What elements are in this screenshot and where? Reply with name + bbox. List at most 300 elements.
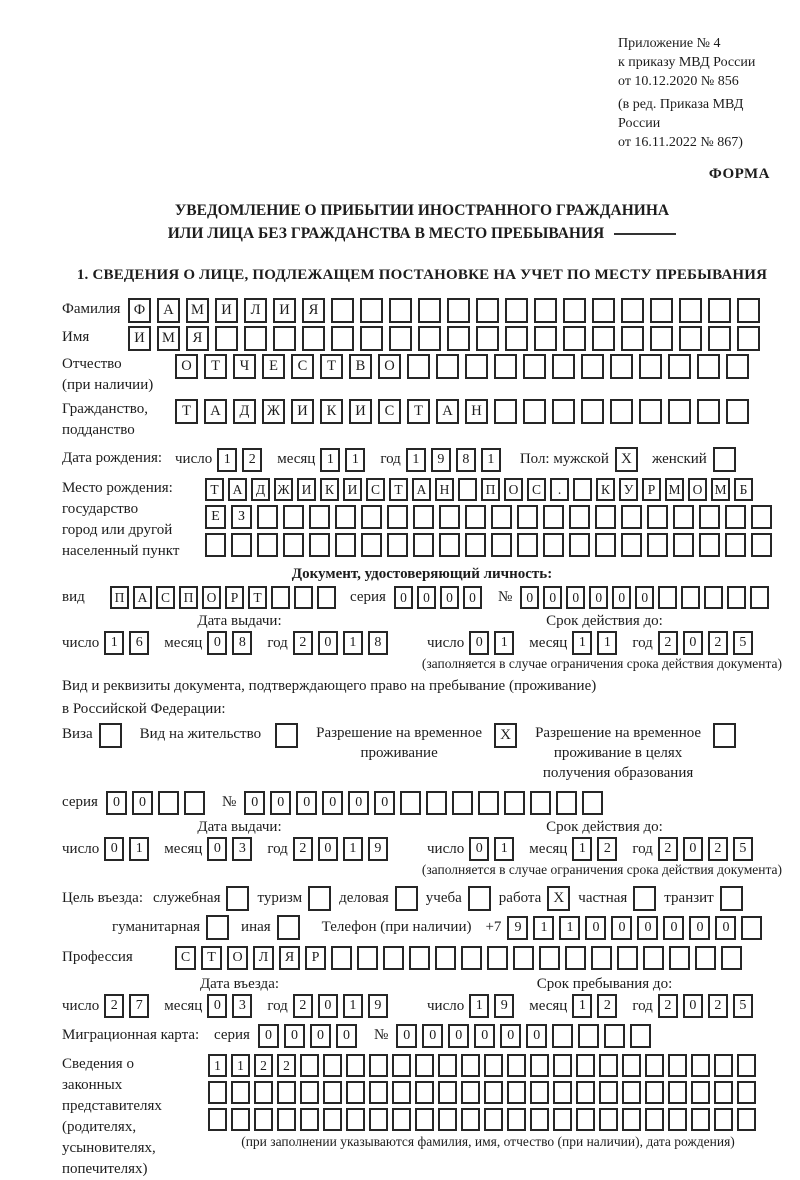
char-cell xyxy=(461,1081,480,1104)
char-cell xyxy=(302,326,325,351)
char-cell xyxy=(461,1054,480,1077)
char-cell: 1 xyxy=(406,448,426,472)
char-cell: 2 xyxy=(597,994,617,1018)
char-cell xyxy=(530,791,551,815)
checkbox-residence-permit xyxy=(275,723,298,748)
surname-label: Фамилия xyxy=(62,301,121,317)
char-cell: 0 xyxy=(422,1024,443,1048)
char-cell: 0 xyxy=(589,586,608,609)
char-cell xyxy=(323,1081,342,1104)
entry-day xyxy=(104,994,154,1018)
char-cell xyxy=(737,1054,756,1077)
char-cell: С xyxy=(156,586,175,609)
checkbox-temp-permit: X xyxy=(494,723,517,748)
char-cell xyxy=(530,1108,549,1131)
citizenship-label xyxy=(62,399,175,441)
surname-row xyxy=(62,298,782,323)
char-cell xyxy=(331,298,354,323)
char-cell: 2 xyxy=(708,631,728,655)
title-line1: УВЕДОМЛЕНИЕ О ПРИБЫТИИ ИНОСТРАННОГО ГРАЖДАНИНА xyxy=(174,202,670,219)
text-line: Разрешение на временное xyxy=(316,725,483,741)
char-cell xyxy=(465,354,488,379)
entry-date-group: число 2 7 месяц 0 3 год 2 0 1 9 xyxy=(62,994,417,1018)
residence-line2: в Российской Федерации: xyxy=(62,701,226,717)
char-cell xyxy=(565,946,586,970)
char-cell xyxy=(639,399,662,424)
char-cell xyxy=(591,946,612,970)
char-cell: Я xyxy=(279,946,300,970)
char-cell xyxy=(458,478,477,501)
char-cell xyxy=(283,505,304,529)
char-cell xyxy=(360,326,383,351)
char-cell xyxy=(369,1108,388,1131)
option-visa: Виза xyxy=(62,723,122,748)
birth-place-row3 xyxy=(205,533,777,557)
char-cell: Я xyxy=(302,298,325,323)
char-cell xyxy=(158,791,179,815)
char-cell: 1 xyxy=(345,448,365,472)
char-cell: М xyxy=(186,298,209,323)
char-cell xyxy=(582,791,603,815)
char-cell: 0 xyxy=(104,837,124,861)
char-cell xyxy=(563,298,586,323)
char-cell: 0 xyxy=(284,1024,305,1048)
char-cell xyxy=(505,326,528,351)
char-cell: О xyxy=(175,354,198,379)
char-cell xyxy=(465,533,486,557)
char-cell xyxy=(530,1054,549,1077)
birth-place-rows xyxy=(205,478,777,561)
char-cell xyxy=(426,791,447,815)
char-cell xyxy=(643,946,664,970)
char-cell: 0 xyxy=(637,916,658,940)
identity-dates-row xyxy=(62,631,782,655)
res-issue-month xyxy=(207,837,257,861)
char-cell: 0 xyxy=(526,1024,547,1048)
char-cell: 1 xyxy=(129,837,149,861)
char-cell xyxy=(543,505,564,529)
char-cell: 0 xyxy=(585,916,606,940)
char-cell: И xyxy=(215,298,238,323)
char-cell xyxy=(484,1108,503,1131)
char-cell xyxy=(484,1054,503,1077)
char-cell xyxy=(439,505,460,529)
char-cell xyxy=(447,326,470,351)
char-cell xyxy=(639,354,662,379)
char-cell: М xyxy=(711,478,730,501)
char-cell xyxy=(592,298,615,323)
char-cell xyxy=(569,533,590,557)
identity-date-headings xyxy=(62,613,782,630)
form-title xyxy=(62,199,782,245)
char-cell: 1 xyxy=(343,837,363,861)
char-cell: 0 xyxy=(715,916,736,940)
char-cell xyxy=(369,1081,388,1104)
checkbox-transit xyxy=(720,886,743,911)
char-cell xyxy=(695,946,716,970)
char-cell xyxy=(727,586,746,609)
citizenship-cells xyxy=(175,399,755,424)
checkbox-official xyxy=(226,886,249,911)
option-temp-permit-edu xyxy=(535,723,736,783)
char-cell: О xyxy=(202,586,221,609)
char-cell xyxy=(346,1081,365,1104)
char-cell: Н xyxy=(435,478,454,501)
char-cell: 0 xyxy=(270,791,291,815)
char-cell xyxy=(750,586,769,609)
char-cell: 5 xyxy=(733,994,753,1018)
checkbox-work: X xyxy=(547,886,570,911)
patronymic-row xyxy=(62,354,782,396)
entry-month xyxy=(207,994,257,1018)
char-cell: 0 xyxy=(463,586,482,609)
char-cell xyxy=(725,533,746,557)
char-cell xyxy=(576,1054,595,1077)
char-cell: 1 xyxy=(494,837,514,861)
char-cell: 2 xyxy=(104,994,124,1018)
char-cell xyxy=(283,533,304,557)
char-cell: 2 xyxy=(293,837,313,861)
residence-line1: Вид и реквизиты документа, подтверждающего право на пребывание (проживание) xyxy=(62,678,597,694)
char-cell xyxy=(737,1081,756,1104)
name-cells xyxy=(128,326,766,351)
char-cell xyxy=(415,1054,434,1077)
char-cell: И xyxy=(349,399,372,424)
char-cell: И xyxy=(297,478,316,501)
char-cell: Б xyxy=(734,478,753,501)
char-cell: 1 xyxy=(572,631,592,655)
char-cell: 1 xyxy=(494,631,514,655)
checkbox-private xyxy=(633,886,656,911)
char-cell xyxy=(413,533,434,557)
char-cell xyxy=(751,505,772,529)
citizenship-row xyxy=(62,399,782,441)
char-cell: 2 xyxy=(277,1054,296,1077)
char-cell xyxy=(418,326,441,351)
char-cell: 1 xyxy=(572,837,592,861)
char-cell xyxy=(231,533,252,557)
char-cell xyxy=(438,1081,457,1104)
char-cell xyxy=(254,1108,273,1131)
char-cell xyxy=(507,1054,526,1077)
doc-type-cells xyxy=(110,586,340,609)
char-cell: 0 xyxy=(683,631,703,655)
month-label: месяц xyxy=(277,451,316,467)
char-cell xyxy=(645,1108,664,1131)
text-line: (при наличии) xyxy=(62,377,154,393)
char-cell xyxy=(271,586,290,609)
text-line: Место рождения: xyxy=(62,480,173,496)
res-expiry-day xyxy=(469,837,519,861)
char-cell: С xyxy=(527,478,546,501)
stay-day xyxy=(469,994,519,1018)
birth-place-block xyxy=(62,478,782,562)
char-cell: 2 xyxy=(658,837,678,861)
text-line: усыновителях, xyxy=(62,1140,156,1156)
issue-year xyxy=(293,631,393,655)
char-cell: 9 xyxy=(431,448,451,472)
char-cell xyxy=(645,1054,664,1077)
birth-date-row xyxy=(62,447,782,472)
char-cell xyxy=(323,1108,342,1131)
char-cell xyxy=(617,946,638,970)
char-cell: И xyxy=(343,478,362,501)
char-cell: С xyxy=(378,399,401,424)
patronymic-label xyxy=(62,354,175,396)
char-cell xyxy=(346,1054,365,1077)
char-cell xyxy=(300,1108,319,1131)
migration-card-row xyxy=(62,1024,782,1048)
char-cell xyxy=(436,354,459,379)
res-issue-year xyxy=(293,837,393,861)
char-cell xyxy=(184,791,205,815)
char-cell: А xyxy=(157,298,180,323)
char-cell: 0 xyxy=(318,994,338,1018)
representatives-row3 xyxy=(208,1108,760,1131)
char-cell: 3 xyxy=(232,994,252,1018)
char-cell: 1 xyxy=(597,631,617,655)
char-cell xyxy=(387,533,408,557)
char-cell xyxy=(244,326,267,351)
char-cell xyxy=(494,399,517,424)
char-cell: 0 xyxy=(132,791,153,815)
char-cell: М xyxy=(665,478,684,501)
char-cell xyxy=(208,1108,227,1131)
text-line: (в ред. Приказа МВД России xyxy=(618,97,744,131)
char-cell: 5 xyxy=(733,837,753,861)
profession-cells xyxy=(175,946,747,970)
char-cell: К xyxy=(320,399,343,424)
char-cell: 1 xyxy=(208,1054,227,1077)
char-cell: 2 xyxy=(658,631,678,655)
section1-heading: 1. СВЕДЕНИЯ О ЛИЦЕ, ПОДЛЕЖАЩЕМ ПОСТАНОВКЕ НА УЧЕТ ПО МЕСТУ ПРЕБЫВАНИЯ xyxy=(76,267,768,283)
char-cell: 0 xyxy=(394,586,413,609)
char-cell xyxy=(517,533,538,557)
char-cell xyxy=(553,1081,572,1104)
char-cell: И xyxy=(128,326,151,351)
annex-line: от 10.12.2020 № 856 xyxy=(618,74,739,89)
char-cell: Т xyxy=(320,354,343,379)
char-cell: 0 xyxy=(683,994,703,1018)
identity-doc-heading: Документ, удостоверяющий личность: xyxy=(291,566,553,582)
char-cell xyxy=(552,1024,573,1048)
residence-date-headings: Дата выдачи: Срок действия до: xyxy=(197,819,663,835)
char-cell xyxy=(392,1054,411,1077)
char-cell: Ж xyxy=(274,478,293,501)
char-cell: . xyxy=(550,478,569,501)
identity-issue-group: число 1 6 месяц 0 8 год 2 0 1 8 xyxy=(62,631,417,655)
char-cell xyxy=(392,1108,411,1131)
char-cell xyxy=(714,1108,733,1131)
char-cell xyxy=(438,1108,457,1131)
char-cell xyxy=(357,946,378,970)
char-cell: 0 xyxy=(396,1024,417,1048)
char-cell xyxy=(534,298,557,323)
char-cell xyxy=(484,1081,503,1104)
char-cell xyxy=(513,946,534,970)
migration-card-label: Миграционная карта: xyxy=(62,1027,200,1043)
name-label: Имя xyxy=(62,329,90,345)
identity-expiry-group: число 0 1 месяц 1 1 год 2 0 2 5 xyxy=(427,631,782,655)
char-cell: Д xyxy=(251,478,270,501)
char-cell: 9 xyxy=(368,837,388,861)
char-cell xyxy=(208,1081,227,1104)
char-cell: П xyxy=(110,586,129,609)
char-cell xyxy=(323,1054,342,1077)
char-cell: О xyxy=(378,354,401,379)
birth-place-label xyxy=(62,478,205,562)
doc-number-cells xyxy=(520,586,773,609)
text-line: получения образования xyxy=(542,765,694,781)
char-cell xyxy=(708,298,731,323)
annex-line: к приказу МВД России xyxy=(618,55,756,70)
gender-male-label: Пол: мужской xyxy=(519,451,609,467)
char-cell: О xyxy=(227,946,248,970)
char-cell xyxy=(673,505,694,529)
stay-year xyxy=(658,994,758,1018)
char-cell xyxy=(610,399,633,424)
char-cell: 1 xyxy=(343,994,363,1018)
res-expiry-year xyxy=(658,837,758,861)
char-cell: Р xyxy=(642,478,661,501)
char-cell xyxy=(704,586,723,609)
char-cell xyxy=(697,354,720,379)
char-cell: М xyxy=(157,326,180,351)
char-cell xyxy=(231,1108,250,1131)
char-cell xyxy=(361,505,382,529)
char-cell xyxy=(630,1024,651,1048)
char-cell xyxy=(576,1081,595,1104)
char-cell: С xyxy=(175,946,196,970)
phone-prefix: +7 xyxy=(485,919,502,935)
checkbox-temp-permit-edu xyxy=(713,723,736,748)
issue-month xyxy=(207,631,257,655)
text-line: Разрешение на временное xyxy=(535,725,702,741)
char-cell: У xyxy=(619,478,638,501)
char-cell: А xyxy=(204,399,227,424)
purpose-row2: гуманитарная иная Телефон (при наличии) +7 9 1 1 0 0 0 0 0 0 xyxy=(112,915,782,940)
char-cell: 1 xyxy=(533,916,554,940)
char-cell xyxy=(277,1108,296,1131)
char-cell xyxy=(517,505,538,529)
identity-note: (заполняется в случае ограничения срока действия документа) xyxy=(421,656,782,671)
title-line2: ИЛИ ЛИЦА БЕЗ ГРАЖДАНСТВА В МЕСТО ПРЕБЫВАНИЯ xyxy=(62,222,782,245)
char-cell xyxy=(534,326,557,351)
char-cell: Е xyxy=(205,505,226,529)
char-cell: 2 xyxy=(293,631,313,655)
char-cell xyxy=(277,1081,296,1104)
char-cell xyxy=(751,533,772,557)
char-cell: 1 xyxy=(559,916,580,940)
char-cell: С xyxy=(291,354,314,379)
char-cell: 0 xyxy=(207,631,227,655)
char-cell: 1 xyxy=(343,631,363,655)
checkbox-business xyxy=(395,886,418,911)
char-cell xyxy=(699,505,720,529)
char-cell: 2 xyxy=(708,837,728,861)
char-cell: 0 xyxy=(417,586,436,609)
char-cell: 0 xyxy=(336,1024,357,1048)
char-cell: 7 xyxy=(129,994,149,1018)
birth-date-label: Дата рождения: xyxy=(62,450,163,466)
residence-series-row xyxy=(62,791,782,815)
char-cell xyxy=(438,1054,457,1077)
char-cell xyxy=(413,505,434,529)
char-cell xyxy=(581,399,604,424)
birth-day-cells xyxy=(217,448,267,472)
purpose-row: Цель въезда: служебная туризм деловая учеба работа X частная транзит xyxy=(62,886,782,911)
char-cell: 1 xyxy=(469,994,489,1018)
expiry-day xyxy=(469,631,519,655)
char-cell xyxy=(331,946,352,970)
char-cell: 8 xyxy=(456,448,476,472)
char-cell xyxy=(389,326,412,351)
char-cell: 0 xyxy=(500,1024,521,1048)
char-cell: 0 xyxy=(318,837,338,861)
char-cell: Т xyxy=(175,399,198,424)
char-cell xyxy=(681,586,700,609)
char-cell xyxy=(578,1024,599,1048)
char-cell xyxy=(708,326,731,351)
char-cell xyxy=(507,1108,526,1131)
char-cell xyxy=(647,533,668,557)
char-cell xyxy=(552,399,575,424)
char-cell xyxy=(658,586,677,609)
doc-series-label: серия xyxy=(350,589,386,605)
purpose-label: Цель въезда: xyxy=(62,890,143,906)
char-cell xyxy=(679,298,702,323)
char-cell xyxy=(491,505,512,529)
char-cell: К xyxy=(596,478,615,501)
char-cell xyxy=(360,298,383,323)
char-cell: 0 xyxy=(448,1024,469,1048)
char-cell: 2 xyxy=(597,837,617,861)
char-cell: С xyxy=(366,478,385,501)
char-cell: 0 xyxy=(258,1024,279,1048)
char-cell xyxy=(691,1081,710,1104)
char-cell xyxy=(668,399,691,424)
residence-number-label: № xyxy=(221,794,237,810)
profession-row xyxy=(62,946,782,970)
phone-cells xyxy=(507,916,767,940)
residence-note: (заполняется в случае ограничения срока действия документа) xyxy=(421,862,782,877)
expiry-year xyxy=(658,631,758,655)
char-cell: 9 xyxy=(494,994,514,1018)
char-cell: 0 xyxy=(520,586,539,609)
char-cell xyxy=(309,505,330,529)
text-line: Сведения о xyxy=(62,1056,134,1072)
char-cell xyxy=(679,326,702,351)
residence-options xyxy=(62,723,782,783)
char-cell: 0 xyxy=(635,586,654,609)
char-cell xyxy=(621,533,642,557)
char-cell: 0 xyxy=(207,994,227,1018)
char-cell xyxy=(622,1081,641,1104)
char-cell: 0 xyxy=(689,916,710,940)
char-cell xyxy=(294,586,313,609)
char-cell xyxy=(599,1108,618,1131)
text-line: Гражданство, xyxy=(62,401,149,417)
char-cell xyxy=(461,946,482,970)
annex-block xyxy=(618,34,782,152)
char-cell: 1 xyxy=(481,448,501,472)
char-cell xyxy=(697,399,720,424)
char-cell: 8 xyxy=(368,631,388,655)
char-cell xyxy=(604,1024,625,1048)
char-cell: 0 xyxy=(663,916,684,940)
char-cell xyxy=(494,354,517,379)
char-cell: 9 xyxy=(507,916,528,940)
